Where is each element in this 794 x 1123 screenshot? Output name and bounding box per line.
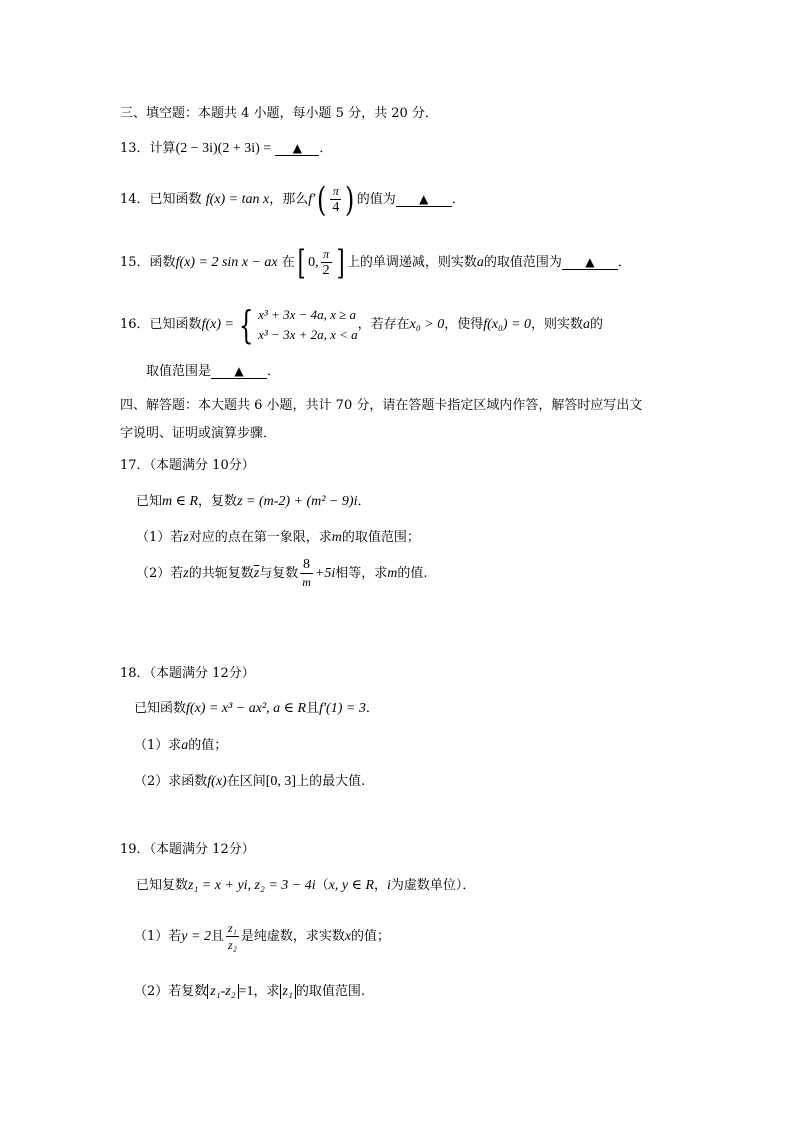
question-15-text-a: 函数 — [149, 255, 176, 270]
question-13 — [120, 139, 332, 159]
left-bracket: [ — [297, 242, 306, 283]
q18-p1-var: a — [181, 738, 189, 753]
q17-p2-var: z — [183, 566, 189, 581]
question-16-line2 — [146, 362, 280, 382]
fraction-8-over-m — [300, 557, 313, 590]
variable-a: a — [476, 255, 484, 270]
q18-stem-a: 已知函数 — [134, 701, 187, 716]
q18-p2-b: 在区间 — [226, 774, 266, 789]
question-19-part-2 — [134, 982, 365, 1002]
section3-heading: 三、填空题：本题共 4 小题，每小题 5 分，共 20 分． — [120, 106, 438, 121]
question-16-text-a: 已知函数 — [149, 317, 202, 332]
q17-stem-condition: m ∈ R — [162, 494, 199, 509]
question-15-function: f(x) = 2 sin x − ax — [175, 255, 278, 270]
question-14-function: f(x) = tan x — [205, 192, 270, 207]
answer-blank[interactable]: ▲ — [275, 141, 319, 156]
question-16-line2-text: 取值范围是 — [146, 364, 212, 379]
q18-stem-b: 且 — [306, 701, 320, 716]
answer-blank[interactable]: ▲ — [211, 364, 267, 379]
q17-stem-b: ，复数 — [198, 494, 238, 509]
right-paren: ) — [345, 179, 355, 220]
fraction-numerator: z₁ — [227, 921, 237, 935]
question-16-text-d: ，则实数 — [530, 317, 583, 332]
q19-p2-b: ，求 — [253, 984, 280, 999]
q18-p2-a: （2）求函数 — [134, 774, 208, 789]
right-bracket: ] — [336, 242, 345, 283]
q19-p2-a: （2）若复数 — [134, 984, 208, 999]
q17-stem-end: ． — [357, 494, 371, 509]
q19-p2-abs-z1: z₁ — [280, 984, 296, 999]
fraction-numerator: π — [330, 183, 341, 200]
q18-p1-b: 的值； — [188, 738, 228, 753]
fraction-pi-over-4 — [330, 183, 341, 216]
q17-p1-c: 的取值范围； — [341, 530, 420, 545]
q17-stem-a: 已知 — [136, 494, 163, 509]
q19-stem-condition: x, y ∈ R — [328, 878, 375, 893]
q18-stem-condition: f′(1) = 3 — [319, 701, 366, 716]
q18-stem-end: ． — [365, 701, 379, 716]
q19-stem-a: 已知复数 — [136, 878, 189, 893]
left-brace: { — [238, 302, 254, 347]
question-13-expression: (2 − 3i)(2 + 3i) = — [175, 141, 272, 156]
variable-a: a — [582, 317, 590, 332]
question-19-stem — [136, 876, 475, 896]
q19-p1-var: x — [344, 929, 352, 944]
question-16 — [120, 302, 603, 348]
question-16-text-e: 的 — [589, 317, 603, 332]
q17-p2-d: +5i — [314, 566, 336, 581]
q19-p1-a: （1）若 — [134, 929, 182, 944]
question-19-title: 19．（本题满分 12分） — [120, 842, 255, 857]
q17-p2-conjugate: $\overline{z}$ — [253, 566, 260, 581]
question-15 — [120, 244, 631, 282]
q17-p2-c: 与复数 — [259, 566, 299, 581]
question-14-text-b: ，那么 — [269, 192, 309, 207]
answer-blank[interactable]: ▲ — [396, 192, 452, 207]
question-15-number: 15． — [120, 255, 150, 270]
question-14-text-a: 已知函数 — [149, 192, 202, 207]
case-2: x³ − 3x + 2a, x < a — [258, 326, 358, 342]
question-18-part-2 — [134, 772, 365, 792]
q17-stem-expression: z = (m-2) + (m² − 9)i — [237, 494, 358, 509]
question-16-text-c: ，使得 — [444, 317, 484, 332]
q19-p1-c: 是纯虚数，求实数 — [240, 929, 345, 944]
question-15-text-c: 上的单调递减，则实数 — [346, 255, 477, 270]
question-14-derivative: f′ — [308, 192, 316, 207]
question-17-part-1 — [136, 528, 420, 548]
question-19-part-1 — [134, 917, 390, 957]
q17-p2-b: 的共轭复数 — [188, 566, 254, 581]
question-15-text-b: 在 — [281, 255, 295, 270]
question-15-end: ． — [617, 255, 631, 270]
question-16-function-lhs: f(x) = — [201, 317, 234, 332]
question-14-number: 14． — [120, 192, 150, 207]
question-16-number: 16． — [120, 317, 150, 332]
interval-left: 0, — [308, 255, 319, 270]
fraction-denominator: 2 — [322, 263, 330, 278]
condition-x0: x₀ > 0 — [409, 317, 445, 332]
question-17-title: 17．（本题满分 10分） — [120, 458, 255, 473]
fraction-denominator: 4 — [332, 200, 340, 215]
fraction-denominator: m — [302, 575, 311, 589]
q17-p2-a: （2）若 — [136, 566, 184, 581]
q19-p2-equals: =1 — [238, 984, 254, 999]
question-16-end: ． — [267, 364, 281, 379]
q18-stem-expression: f(x) = x³ − ax², a ∈ R — [186, 701, 307, 716]
q19-p2-abs-difference: z₁-z₂ — [207, 984, 238, 999]
question-13-number: 13． — [120, 141, 150, 156]
q17-p1-b: 对应的点在第一象限，求 — [188, 530, 332, 545]
q19-stem-c: ， — [374, 878, 388, 893]
case-1: x³ + 3x − 4a, x ≥ a — [258, 306, 357, 322]
q19-p1-d: 的值； — [351, 929, 391, 944]
q19-p1-condition: y = 2 — [181, 929, 211, 944]
question-13-text: 计算 — [149, 141, 176, 156]
q17-p1-var2: m — [331, 530, 342, 545]
q17-p1-var: z — [183, 530, 189, 545]
question-14-text-c: 的值为 — [356, 192, 396, 207]
q18-p2-interval: [0, 3] — [265, 774, 297, 789]
question-16-text-b: ，若存在 — [357, 317, 410, 332]
q17-p2-e: 相等，求 — [335, 566, 388, 581]
fraction-numerator: π — [321, 246, 332, 263]
q19-stem-expression: z₁ = x + yi, z₂ = 3 − 4i — [188, 878, 316, 893]
q18-p2-function: f(x) — [207, 774, 227, 789]
q17-p1-a: （1）若 — [136, 530, 184, 545]
q18-p2-c: 上的最大值. — [296, 774, 366, 789]
question-14 — [120, 179, 465, 220]
section4-heading-line2: 字说明、证明或演算步骤． — [120, 426, 277, 441]
q19-p2-c: 的取值范围. — [295, 984, 365, 999]
fraction-z1-over-z2 — [226, 920, 239, 953]
question-18-title: 18．（本题满分 12分） — [120, 666, 255, 681]
piecewise-cases — [258, 305, 358, 345]
section4-heading-line1: 四、解答题：本大题共 6 小题，共计 70 分，请在答题卡指定区域内作答，解答时应写出文 — [120, 398, 643, 413]
q17-p2-var2: m — [387, 566, 398, 581]
question-17-stem — [136, 492, 371, 512]
q19-imaginary-unit: i — [387, 878, 391, 893]
q18-p1-a: （1）求 — [134, 738, 182, 753]
question-14-end: ． — [451, 192, 465, 207]
question-18-stem — [134, 699, 379, 719]
left-paren: ( — [317, 179, 327, 220]
fraction-denominator: z₂ — [227, 938, 237, 952]
answer-blank[interactable]: ▲ — [562, 255, 618, 270]
question-18-part-1 — [134, 736, 227, 756]
fraction-numerator: 8 — [300, 557, 313, 574]
question-15-text-d: 的取值范围为 — [483, 255, 562, 270]
q19-p1-b: 且 — [210, 929, 224, 944]
q19-stem-d: 为虚数单位）． — [390, 878, 476, 893]
question-13-end: ． — [319, 141, 333, 156]
q19-stem-b: （ — [315, 878, 329, 893]
fraction-pi-over-2 — [321, 246, 332, 279]
question-17-part-2 — [136, 556, 428, 592]
q17-p2-f: 的值. — [397, 566, 428, 581]
condition-fx0: f(x₀) = 0 — [483, 317, 531, 332]
